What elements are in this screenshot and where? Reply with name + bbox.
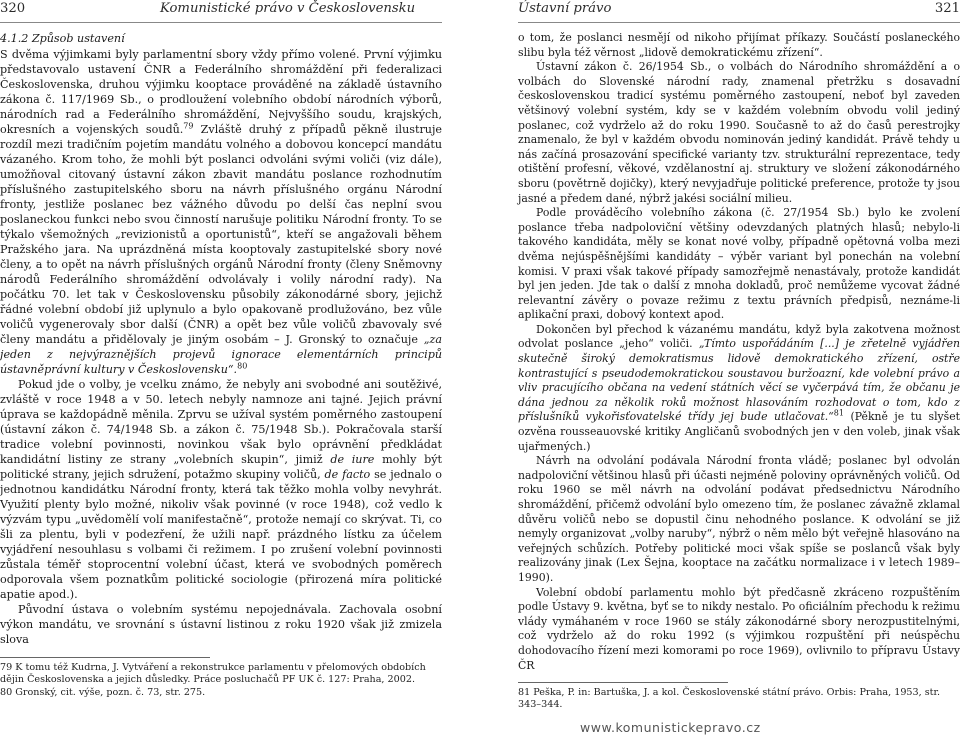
paragraph: Podle prováděcího volebního zákona (č. 27/1954 Sb.) bylo ke zvolení poslance třeba nadpoloviční většiny odevzdaných platných hlasů; nebylo-li takového kandidáta, měly se konat nové volby, případně opětovná volba mezi dvěma nejúspěšnějšími kandidáty – výběr variant byl ponechán na volební komisi. V praxi však takové případy samozřejmě nenastávaly, protože kandidát byl jen jeden. Jde tak o další z mnoha dokladů, proč nemůžeme vycovat žádné relevantní závěry o povaze režimu z textu právních předpisů, neznáme-li aplikační praxi, dobový kontext apod. bbox=[518, 206, 960, 322]
footnote-ref[interactable]: 79 bbox=[183, 121, 194, 131]
footnote-ref[interactable]: 80 bbox=[237, 361, 248, 371]
right-footnotes bbox=[518, 682, 941, 712]
footnote: 79 K tomu též Kudrna, J. Vytváření a rekonstrukce parlamentu v přelomových obdobích dějin Československa a jejich důsledky. Práce posluchačů PF UK č. 127: Praha, 2002. bbox=[0, 662, 426, 686]
latin-term: de facto bbox=[324, 468, 371, 481]
left-footnotes bbox=[0, 657, 426, 699]
left-page-pane bbox=[0, 0, 443, 698]
footer-url[interactable]: www.komunistickepravo.cz bbox=[580, 720, 761, 735]
paragraph-text: se jednalo o jednotnou kandidátku Národní fronty, která tak těžko mohla volby nevyhrát. Využití plenty bylo možné, nikoliv však povinné (v roce 1948), což vedlo k výzvám typu „uvědomělí volí manifestačně“, protože nemají co skrývat. Ti, co šli za plentu, byli v podezření, že užili např. prázdného lístku za účelem vyjádření nesouhlasu s volbami či režimem. I po zrušení volební povinnosti zůstala téměř stoprocentní volební účast, která ve svobodných poměrech odporovala všem poznatkům politické sociologie (přirozená míra politické apatie apod.). bbox=[0, 468, 442, 601]
paragraph: Volební období parlamentu mohlo být předčasně zkráceno rozpuštěním podle Ústavy 9. května, byť se to nikdy nestalo. Po oficiálním přechodu k režimu vlády vymáhaném v roce 1960 se stály zákonodárné sbory nerozpustitelnými, což vydrželo až do roku 1992 (s výjimkou rozpuštění při neúspěchu dohodovacího řízení mezi komorami po roce 1969), ovlivnilo to přípravu Ústavy ČR bbox=[518, 585, 960, 672]
paragraph: Původní ústava o volebním systému nepojednávala. Zachovala osobní výkon mandátu, ve srovnání s ústavní listinou z roku 1920 však již zmizela slova bbox=[0, 603, 442, 646]
quote: „Tímto uspořádáním [...] je zřetelně vyjádřen skutečně široký demokratismus lidově demokratického zřízení, ostře kontrastující s pseudodemokratickou soustavou buržoazní, kde volební právo a vliv pracujícího občana na vedení státních věcí se vyčerpává tím, že občanu je dána jednou za několik roků možnost hlasováním rozhodovat o tom, kdo z příslušníků vykořisťovatelské třídy jej bude utlačovat.“ bbox=[518, 337, 960, 424]
paragraph bbox=[518, 323, 960, 454]
paragraph-text: Pokud jde o volby, je vcelku známo, že nebyly ani svobodné ani soutěživé, zvláště v roce 1948 a v 50. letech nebyly namnoze ani tajné. Jejich právní úprava se každopádně měnila. Zprvu se užíval systém poměrného zastoupení (ústavní zákon č. 74/1948 Sb. a zákon č. 75/1948 Sb.). Pokračovala starší tradice volební povinnosti, novinkou však bylo oprávnění předkládat kandidátní listiny ze strany „volebních skupin“, jimiž bbox=[0, 378, 442, 466]
paragraph-text: mohly být politické strany, jejich sdružení, potažmo skupiny voličů, bbox=[0, 453, 443, 481]
left-page-number: 320 bbox=[0, 1, 26, 16]
left-page-body bbox=[0, 31, 442, 647]
paragraph bbox=[0, 47, 442, 377]
section-heading: 4.1.2 Způsob ustavení bbox=[0, 32, 125, 45]
right-running-title: Ústavní právo bbox=[518, 1, 612, 16]
paragraph-text: Zvláště druhý z případů pěkně ilustruje rozdíl mezi tradičním pojetím mandátu volného a dobovou koncepcí mandátu vázaného. Krom toho, že mohli být poslanci odvoláni svými voliči (viz dále), umožňoval citovaný ústavní zákon zbavit mandátu poslance rozhodnutím příslušného zastupitelského sboru na návrh příslušného orgánu Národní fronty, jestliže poslanec bez vážného důvodu po delší čas neplní svou poslaneckou funkci nebo svou činností narušuje politiku Národní fronty. To se týkalo všemožných „revizionistů a oportunistů“, kteří se angažovali během Pražského jara. Na uprázdněná místa kooptovaly zastupitelské sbory nové členy, a to opět na návrh příslušných orgánů Národní fronty (členy Sněmovny národů Federálního shromáždění odvolávaly i volily národní rady). Na počátku 70. let tak v Československu působily zákonodárné sbory, jejichž řádné volební období již uplynulo a bylo opakovaně prodlužováno, bez vůle voličů vygenerovaly sbor další (ČNR) a opět bez vůle voličů zbavovaly své členy mandátu a přidělovaly je jiným osobám – J. Gronský to označuje bbox=[0, 123, 442, 346]
paragraph: o tom, že poslanci nesmějí od nikoho přijímat příkazy. Součástí poslaneckého slibu byla též věrnost „lidově demokratickému zřízení“. bbox=[518, 31, 960, 59]
right-page bbox=[480, 0, 960, 737]
latin-term: de iure bbox=[330, 453, 375, 466]
paragraph: Návrh na odvolání podávala Národní fronta vládě; poslanec byl odvolán nadpoloviční většinou hlasů při účasti nejméně poloviny oprávněných voličů. Od roku 1960 se měl návrh na odvolání podávat předsednictvu Národního shromáždění, přičemž odvolání bylo omezeno tím, že poslanec závažně zklamal důvěru voličů nebo se dopustil činu nehodného poslance. K odvolání se již nemyly organizovat „volby naruby“, nýbrž o něm mělo být veřejně hlasováno na veřejných schůzích. Potřeby politické moci však spíše se poslanců však byly realizovány jinak (Lex Šejna, kooptace na začátku normalizace i v letech 1989–1990). bbox=[518, 454, 960, 584]
paragraph-text: (Pěkně je tu slyšet ozvěna rousseauovské kritiky Angličanů svobodných jen v den voleb, jinak však ujařmených.) bbox=[518, 410, 960, 453]
paragraph-text: Dokončen byl přechod k vázanému mandátu, když byla zakotvena možnost odvolat poslance „jeho“ voliči. bbox=[518, 322, 960, 351]
paragraph-text: S dvěma výjimkami byly parlamentní sbory vždy přímo volené. První výjimku představovalo ustavení ČNR a Federálního shromáždění při federalizaci Československa, druhou výjimku kooptace prováděné na základě ústavního zákona č. 117/1969 Sb., o prodloužení volebního období národních výborů, národních rad a Federálního shromáždění, Nejvyššího soudu, krajských, okresních a vojenských soudů. bbox=[0, 48, 442, 136]
right-page-header bbox=[518, 0, 960, 23]
paragraph bbox=[0, 377, 442, 602]
paragraph: Ústavní zákon č. 26/1954 Sb., o volbách do Národního shromáždění a o volbách do Slovenské národní rady, znamenal přetržku s dosavadní československou tradicí systému poměrného zastoupení, neboť byl zaveden většinový volební systém, kdy se v každém volebním obvodu volil jediný poslanec, což vydrželo až do roku 1990. Současně to až do časů perestrojky znamenalo, že byl v každém obvodu nominován jediný kandidát. Právě tehdy u nás začíná prosazování specifické varianty tzv. strukturální reprezentace, tedy otištění profesní, věkové, vzdělanostní aj. struktury ve složení zákonodárného sboru (povětrně dojičky), který nevyjadřuje politické preference, protože ty jsou jasné a předem dané, nýbrž jakési sociální milieu. bbox=[518, 60, 960, 205]
left-running-title: Komunistické právo v Československu bbox=[160, 1, 416, 16]
quote: „za jeden z nejvýraznějších projevů ignorace elementárních principů ústavněprávní kultury v Československu“. bbox=[0, 333, 443, 376]
footnote: 81 Peška, P. in: Bartuška, J. a kol. Československé státní právo. Orbis: Praha, 1953, str. 343–344. bbox=[518, 687, 941, 711]
left-page-header bbox=[0, 0, 442, 23]
right-page-number: 321 bbox=[934, 1, 960, 16]
right-page-pane bbox=[518, 0, 960, 711]
right-page-body bbox=[518, 31, 960, 673]
footnote-ref[interactable]: 81 bbox=[833, 408, 844, 418]
footnote: 80 Gronský, cit. výše, pozn. č. 73, str. 275. bbox=[0, 686, 206, 698]
